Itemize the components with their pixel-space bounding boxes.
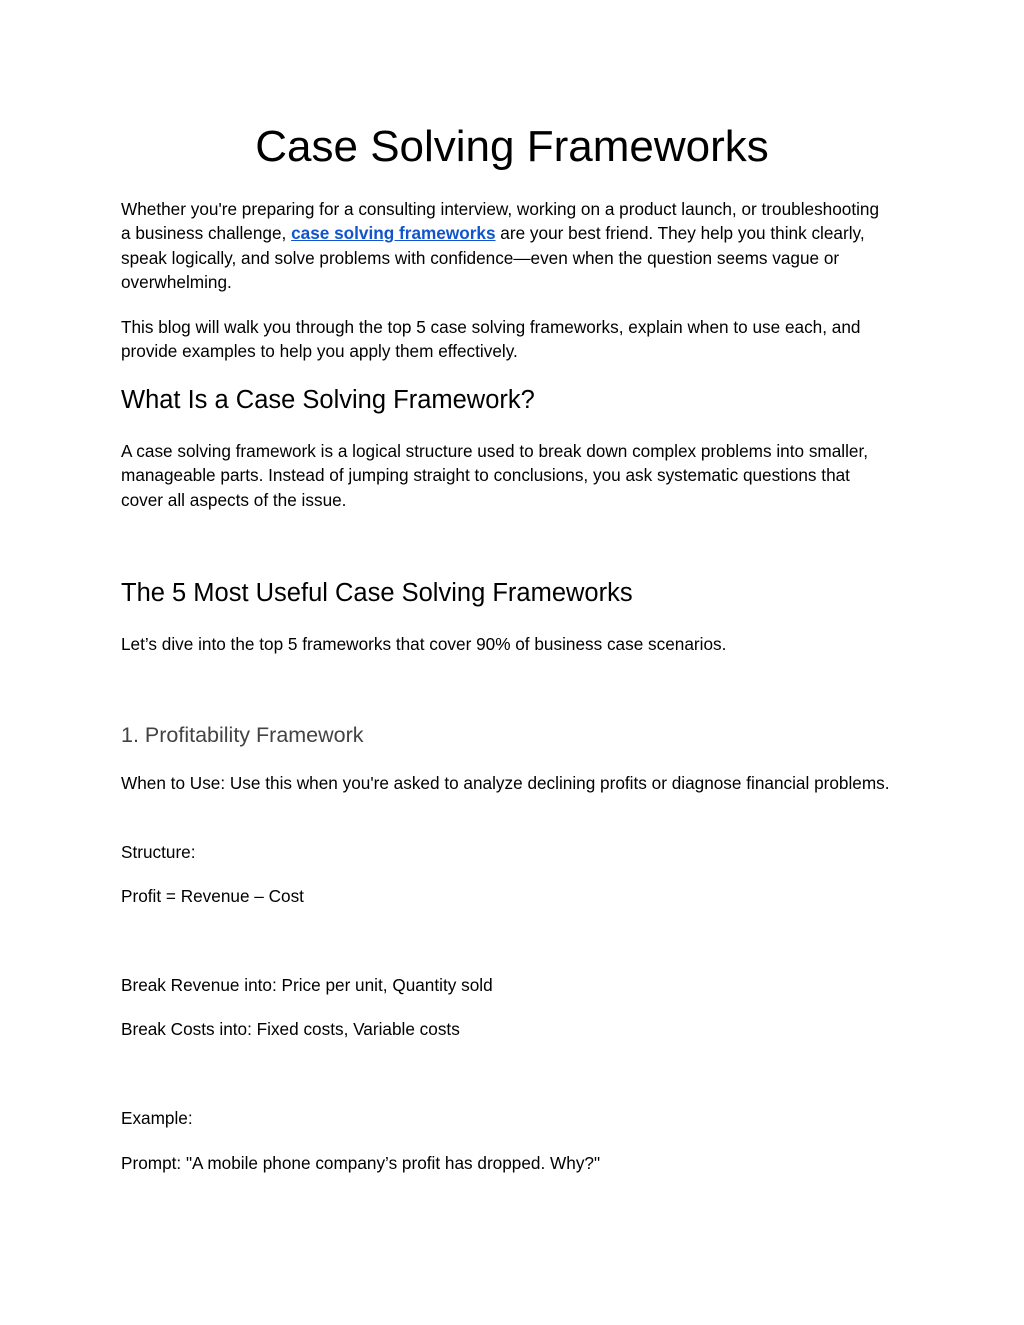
when-to-use-paragraph: When to Use: Use this when you're asked to analyze declining profits or diagnose financial problems. [121, 773, 890, 793]
heading-top-5-frameworks: The 5 Most Useful Case Solving Frameworks [121, 579, 633, 607]
heading-profitability-framework: 1. Profitability Framework [121, 723, 364, 747]
heading-what-is-framework: What Is a Case Solving Framework? [121, 386, 535, 414]
intro-paragraph [121, 197, 891, 295]
case-solving-frameworks-link[interactable]: case solving frameworks [291, 223, 496, 244]
structure-label: Structure: [121, 842, 196, 862]
what-is-framework-paragraph: A case solving framework is a logical structure used to break down complex problems into smaller, manageable parts. Instead of jumping straight to conclusions, you ask systematic questions that cover all aspects of the issue. [121, 441, 869, 510]
intro-text-after-link: are your best friend. They help you think clearly, speak logically, and solve problems with confidence—even when the question seems vague or overwhelming. [121, 223, 865, 293]
intro-paragraph-2: This blog will walk you through the top 5 case solving frameworks, explain when to use each, and provide examples to help you apply them effectively. [121, 317, 861, 362]
document-title: Case Solving Frameworks [255, 122, 769, 171]
example-prompt: Prompt: "A mobile phone company’s profit has dropped. Why?" [121, 1153, 601, 1173]
intro-text-before-link: Whether you're preparing for a consulting interview, working on a product launch, or troubleshooting a business challenge, [121, 199, 880, 244]
revenue-breakdown: Break Revenue into: Price per unit, Quantity sold [121, 975, 493, 995]
top-5-frameworks-paragraph: Let’s dive into the top 5 frameworks that cover 90% of business case scenarios. [121, 634, 727, 654]
cost-breakdown: Break Costs into: Fixed costs, Variable costs [121, 1019, 460, 1039]
example-label: Example: [121, 1108, 193, 1128]
profit-formula: Profit = Revenue – Cost [121, 886, 304, 906]
